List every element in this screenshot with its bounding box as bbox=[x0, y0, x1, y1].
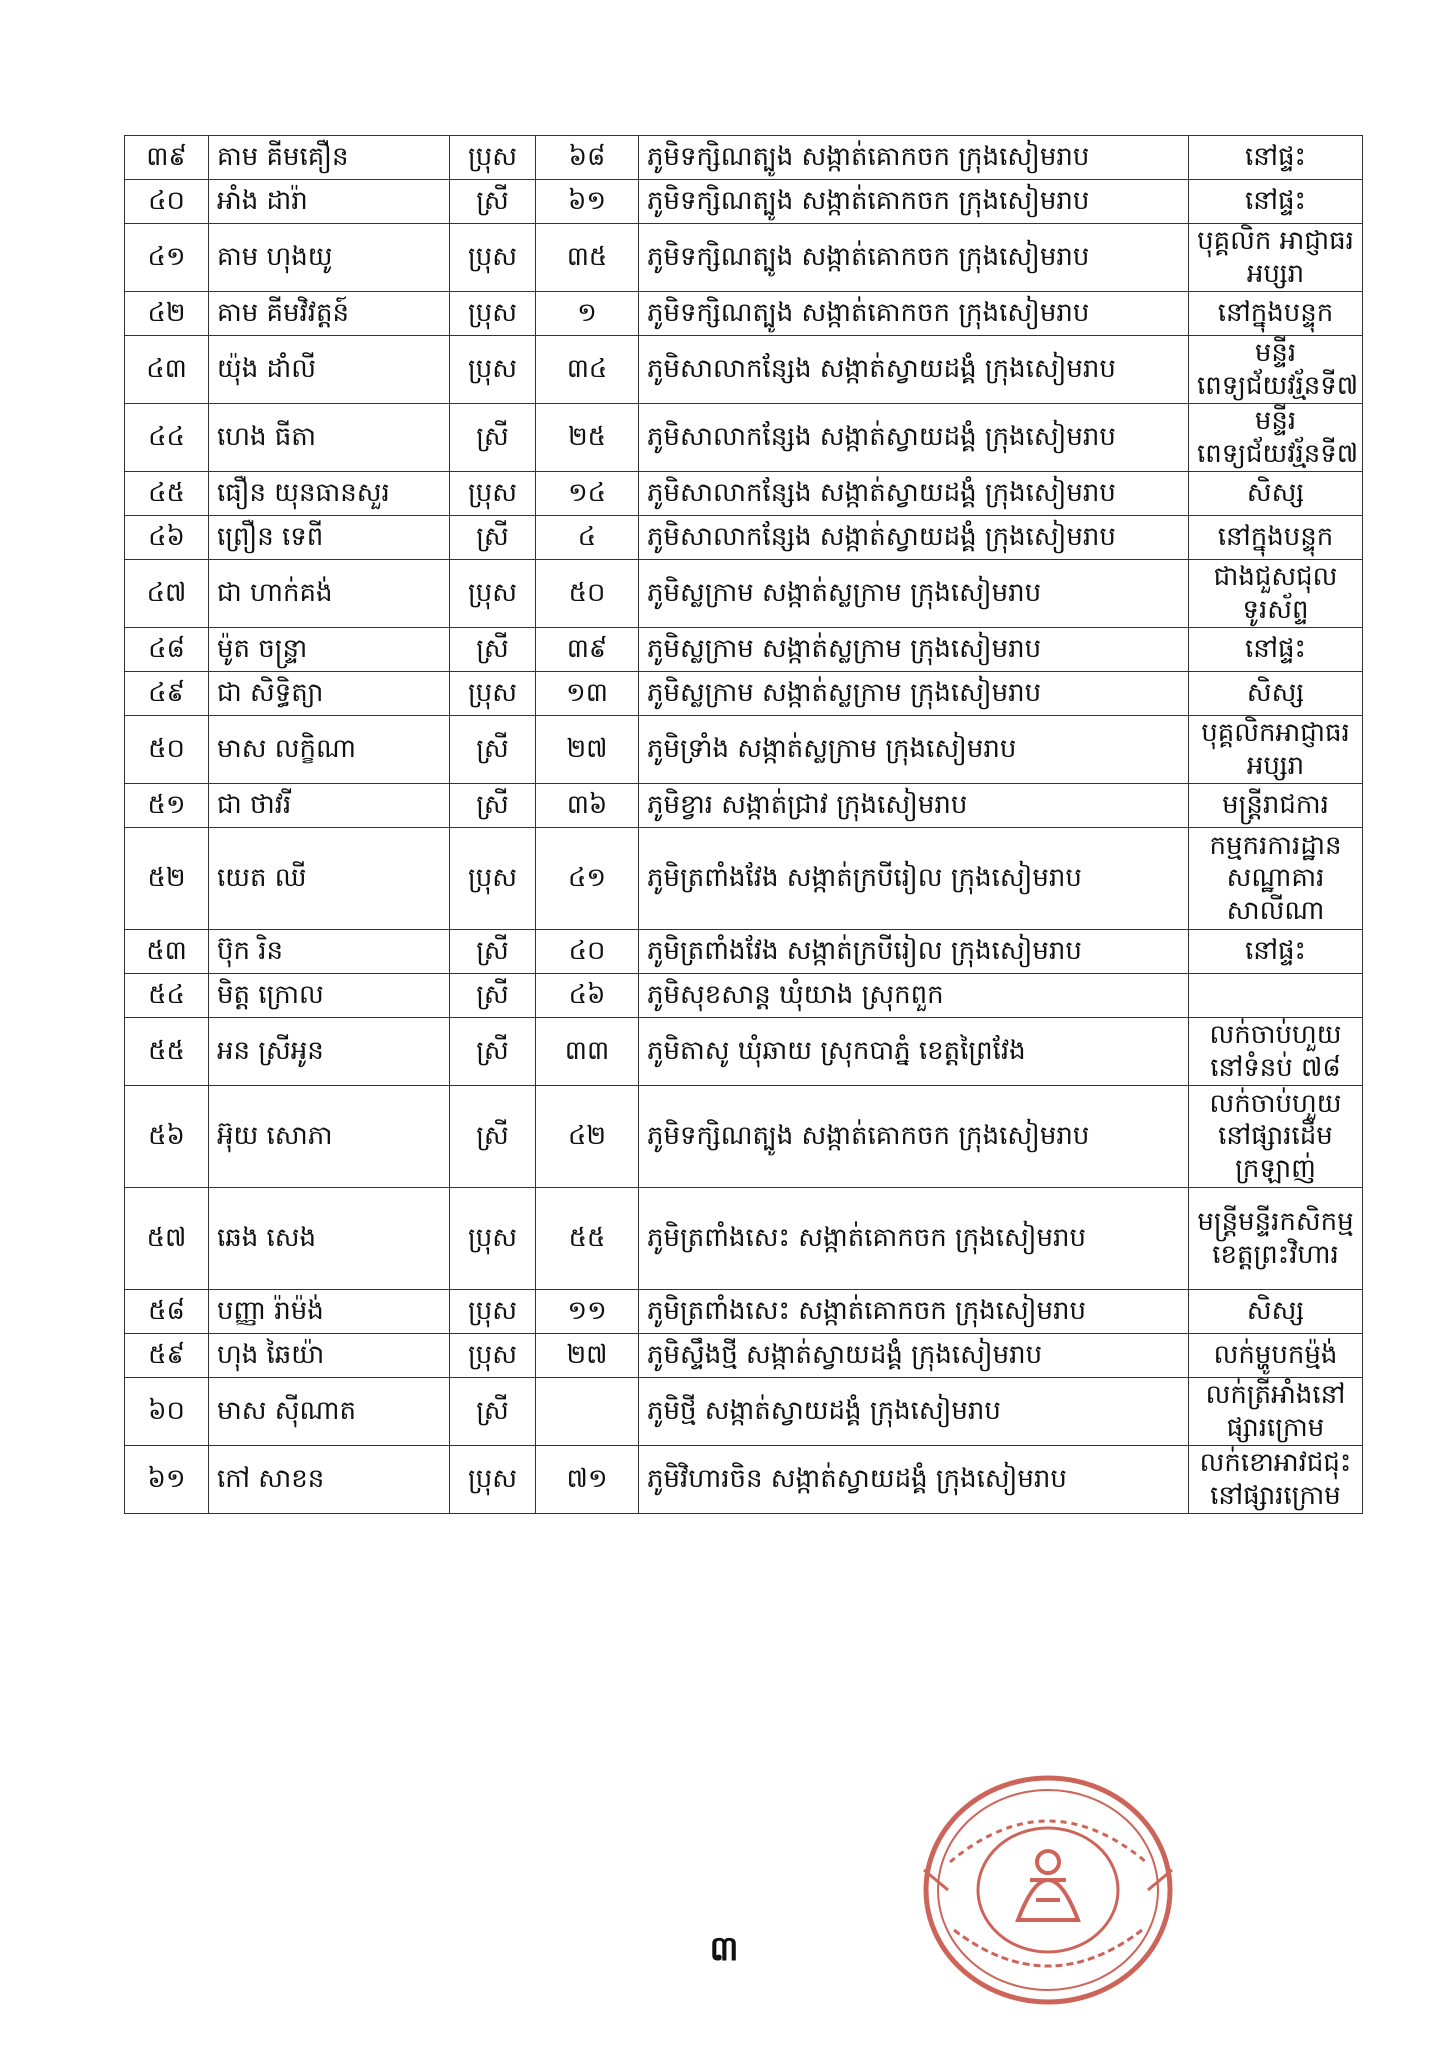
table-row bbox=[125, 628, 1363, 672]
occupation-note: ជាងជួសជុលទូរស័ព្ទ bbox=[1189, 560, 1363, 628]
age-cell: ១៣ bbox=[536, 672, 639, 716]
table-row bbox=[125, 930, 1363, 974]
sex-cell: ប្រុស bbox=[450, 224, 536, 292]
address-cell: ភូមិស្លក្រាម សង្កាត់ស្លក្រាម ក្រុងសៀមរាប bbox=[639, 672, 1189, 716]
sex-cell: ប្រុស bbox=[450, 1188, 536, 1290]
sex-cell: ប្រុស bbox=[450, 336, 536, 404]
address-cell: ភូមិសាលាកន្សែង សង្កាត់ស្វាយដង្គំ ក្រុងសៀមរាប bbox=[639, 336, 1189, 404]
person-name: មាស ស៊ីណាត bbox=[209, 1378, 450, 1446]
occupation-note: នៅផ្ទះ bbox=[1189, 930, 1363, 974]
occupation-note: មន្ត្រីមន្ទីរកសិកម្មខេត្តព្រះវិហារ bbox=[1189, 1188, 1363, 1290]
table-row bbox=[125, 1334, 1363, 1378]
sex-cell: ស្រី bbox=[450, 974, 536, 1018]
occupation-note: មន្ទីរពេទ្យជ័យវរ្ម័នទី៧ bbox=[1189, 336, 1363, 404]
occupation-note bbox=[1189, 974, 1363, 1018]
occupation-note: មន្ត្រីរាជការ bbox=[1189, 784, 1363, 828]
table-row bbox=[125, 472, 1363, 516]
sex-cell: ស្រី bbox=[450, 930, 536, 974]
age-cell: ៣៤ bbox=[536, 336, 639, 404]
table-row bbox=[125, 1378, 1363, 1446]
age-cell: ៥០ bbox=[536, 560, 639, 628]
address-cell: ភូមិខ្វារ សង្កាត់ជ្រាវ ក្រុងសៀមរាប bbox=[639, 784, 1189, 828]
address-cell: ភូមិទក្សិណត្បូង សង្កាត់គោកចក ក្រុងសៀមរាប bbox=[639, 292, 1189, 336]
official-seal-stamp bbox=[918, 1770, 1178, 2010]
row-number: ៤៨ bbox=[125, 628, 209, 672]
occupation-note: នៅក្នុងបន្ទុក bbox=[1189, 292, 1363, 336]
table-row bbox=[125, 136, 1363, 180]
sex-cell: ស្រី bbox=[450, 716, 536, 784]
sex-cell: ប្រុស bbox=[450, 1290, 536, 1334]
person-name: គាម គីមគឿន bbox=[209, 136, 450, 180]
address-cell: ភូមិទ្រាំង សង្កាត់ស្លក្រាម ក្រុងសៀមរាប bbox=[639, 716, 1189, 784]
row-number: ៥២ bbox=[125, 828, 209, 930]
row-number: ៥៩ bbox=[125, 1334, 209, 1378]
address-cell: ភូមិទក្សិណត្បូង សង្កាត់គោកចក ក្រុងសៀមរាប bbox=[639, 180, 1189, 224]
age-cell: ៣៦ bbox=[536, 784, 639, 828]
table-row bbox=[125, 336, 1363, 404]
person-name: ជា សិទ្ធិត្យា bbox=[209, 672, 450, 716]
roster-body bbox=[125, 136, 1363, 1514]
table-row bbox=[125, 1446, 1363, 1514]
person-name: គាម គីមវិវត្តន៍ bbox=[209, 292, 450, 336]
person-name: កៅ សាខន bbox=[209, 1446, 450, 1514]
row-number: ៦១ bbox=[125, 1446, 209, 1514]
row-number: ៥៥ bbox=[125, 1018, 209, 1086]
row-number: ៥៣ bbox=[125, 930, 209, 974]
sex-cell: ប្រុស bbox=[450, 560, 536, 628]
table-row bbox=[125, 784, 1363, 828]
row-number: ៥៧ bbox=[125, 1188, 209, 1290]
age-cell: ៤ bbox=[536, 516, 639, 560]
occupation-note: បុគ្គលិក អាជ្ញាធរអប្សរា bbox=[1189, 224, 1363, 292]
person-name: អាំង ដារ៉ា bbox=[209, 180, 450, 224]
person-name: បញ្ញា រ៉ាម៉ង់ bbox=[209, 1290, 450, 1334]
table-row bbox=[125, 516, 1363, 560]
occupation-note: នៅផ្ទះ bbox=[1189, 628, 1363, 672]
person-name: ហុង ឆៃយ៉ា bbox=[209, 1334, 450, 1378]
sex-cell: ស្រី bbox=[450, 1086, 536, 1188]
person-name: ជា ហាក់គង់ bbox=[209, 560, 450, 628]
address-cell: ភូមិត្រពាំងវែង សង្កាត់ក្របីរៀល ក្រុងសៀមរាប bbox=[639, 930, 1189, 974]
sex-cell: ស្រី bbox=[450, 404, 536, 472]
address-cell: ភូមិស្ទឹងថ្មី សង្កាត់ស្វាយដង្គំ ក្រុងសៀមរាប bbox=[639, 1334, 1189, 1378]
row-number: ៤៩ bbox=[125, 672, 209, 716]
address-cell: ភូមិត្រពាំងសេះ សង្កាត់គោកចក ក្រុងសៀមរាប bbox=[639, 1188, 1189, 1290]
age-cell: ២៥ bbox=[536, 404, 639, 472]
person-name: ព្រឿន ទេពី bbox=[209, 516, 450, 560]
occupation-note: លក់ចាប់ហួយ នៅទំនប់ ៧៨ bbox=[1189, 1018, 1363, 1086]
row-number: ៦០ bbox=[125, 1378, 209, 1446]
row-number: ៣៩ bbox=[125, 136, 209, 180]
table-row bbox=[125, 404, 1363, 472]
occupation-note: នៅក្នុងបន្ទុក bbox=[1189, 516, 1363, 560]
row-number: ៤១ bbox=[125, 224, 209, 292]
row-number: ៤៥ bbox=[125, 472, 209, 516]
address-cell: ភូមិត្រពាំងវែង សង្កាត់ក្របីរៀល ក្រុងសៀមរាប bbox=[639, 828, 1189, 930]
sex-cell: ប្រុស bbox=[450, 136, 536, 180]
address-cell: ភូមិទក្សិណត្បូង សង្កាត់គោកចក ក្រុងសៀមរាប bbox=[639, 136, 1189, 180]
table-row bbox=[125, 560, 1363, 628]
person-name: ជា ថាវរី bbox=[209, 784, 450, 828]
age-cell: ២៧ bbox=[536, 1334, 639, 1378]
sex-cell: ស្រី bbox=[450, 784, 536, 828]
person-name: អន ស្រីអូន bbox=[209, 1018, 450, 1086]
sex-cell: ប្រុស bbox=[450, 672, 536, 716]
row-number: ៥០ bbox=[125, 716, 209, 784]
table-row bbox=[125, 1018, 1363, 1086]
sex-cell: ប្រុស bbox=[450, 292, 536, 336]
address-cell: ភូមិថ្មី សង្កាត់ស្វាយដង្គំ ក្រុងសៀមរាប bbox=[639, 1378, 1189, 1446]
sex-cell: ប្រុស bbox=[450, 472, 536, 516]
table-row bbox=[125, 1290, 1363, 1334]
address-cell: ភូមិទក្សិណត្បូង សង្កាត់គោកចក ក្រុងសៀមរាប bbox=[639, 1086, 1189, 1188]
row-number: ៤៣ bbox=[125, 336, 209, 404]
address-cell: ភូមិទក្សិណត្បូង សង្កាត់គោកចក ក្រុងសៀមរាប bbox=[639, 224, 1189, 292]
age-cell: ១៤ bbox=[536, 472, 639, 516]
row-number: ៥៨ bbox=[125, 1290, 209, 1334]
table-row bbox=[125, 180, 1363, 224]
occupation-note: លក់ចាប់ហួយ នៅផ្សារដើមក្រឡាញ់ bbox=[1189, 1086, 1363, 1188]
person-name: មិត្ត ក្រោល bbox=[209, 974, 450, 1018]
sex-cell: ស្រី bbox=[450, 1378, 536, 1446]
sex-cell: ប្រុស bbox=[450, 1446, 536, 1514]
age-cell: ១១ bbox=[536, 1290, 639, 1334]
address-cell: ភូមិសាលាកន្សែង សង្កាត់ស្វាយដង្គំ ក្រុងសៀមរាប bbox=[639, 516, 1189, 560]
person-name: មាស លក្ខិណា bbox=[209, 716, 450, 784]
age-cell: ៤១ bbox=[536, 828, 639, 930]
row-number: ៤៧ bbox=[125, 560, 209, 628]
person-name: ហេង ធីតា bbox=[209, 404, 450, 472]
person-name: ធឿន យុនធានសួរ bbox=[209, 472, 450, 516]
table-row bbox=[125, 672, 1363, 716]
person-name: ម៉ូត ចន្ទ្រា bbox=[209, 628, 450, 672]
row-number: ៥១ bbox=[125, 784, 209, 828]
table-row bbox=[125, 1086, 1363, 1188]
sex-cell: ប្រុស bbox=[450, 1334, 536, 1378]
person-name: ឆេង សេង bbox=[209, 1188, 450, 1290]
occupation-note: សិស្ស bbox=[1189, 672, 1363, 716]
occupation-note: នៅផ្ទះ bbox=[1189, 180, 1363, 224]
occupation-note: កម្មករការដ្ឋានសណ្ឋាគារសាលីណា bbox=[1189, 828, 1363, 930]
age-cell: ៣៩ bbox=[536, 628, 639, 672]
address-cell: ភូមិតាសូ ឃុំឆាយ ស្រុកបាភ្នំ ខេត្តព្រៃវែង bbox=[639, 1018, 1189, 1086]
age-cell: ៦១ bbox=[536, 180, 639, 224]
occupation-note: លក់ខោអាវជជុះនៅផ្សារក្រោម bbox=[1189, 1446, 1363, 1514]
address-cell: ភូមិស្លក្រាម សង្កាត់ស្លក្រាម ក្រុងសៀមរាប bbox=[639, 560, 1189, 628]
occupation-note: លក់ត្រីអាំងនៅផ្សារក្រោម bbox=[1189, 1378, 1363, 1446]
address-cell: ភូមិសុខសាន្ត ឃុំយាង ស្រុកពួក bbox=[639, 974, 1189, 1018]
table-row bbox=[125, 292, 1363, 336]
age-cell: ១ bbox=[536, 292, 639, 336]
sex-cell: ស្រី bbox=[450, 1018, 536, 1086]
table-row bbox=[125, 716, 1363, 784]
person-name: អ៊ុយ សោភា bbox=[209, 1086, 450, 1188]
age-cell: ៤៦ bbox=[536, 974, 639, 1018]
occupation-note: បុគ្គលិកអាជ្ញាធរអប្សរា bbox=[1189, 716, 1363, 784]
address-cell: ភូមិស្លក្រាម សង្កាត់ស្លក្រាម ក្រុងសៀមរាប bbox=[639, 628, 1189, 672]
address-cell: ភូមិវិហារចិន សង្កាត់ស្វាយដង្គំ ក្រុងសៀមរាប bbox=[639, 1446, 1189, 1514]
age-cell: ៤២ bbox=[536, 1086, 639, 1188]
person-name: យ៉ុង ដាំលី bbox=[209, 336, 450, 404]
age-cell: ២៧ bbox=[536, 716, 639, 784]
row-number: ៥៤ bbox=[125, 974, 209, 1018]
table-row bbox=[125, 974, 1363, 1018]
occupation-note: សិស្ស bbox=[1189, 1290, 1363, 1334]
address-cell: ភូមិសាលាកន្សែង សង្កាត់ស្វាយដង្គំ ក្រុងសៀមរាប bbox=[639, 472, 1189, 516]
sex-cell: ប្រុស bbox=[450, 828, 536, 930]
age-cell bbox=[536, 1378, 639, 1446]
row-number: ៤២ bbox=[125, 292, 209, 336]
age-cell: ៦៨ bbox=[536, 136, 639, 180]
person-name: គាម ហុងយូ bbox=[209, 224, 450, 292]
age-cell: ៧១ bbox=[536, 1446, 639, 1514]
roster-table bbox=[124, 135, 1363, 1514]
occupation-note: នៅផ្ទះ bbox=[1189, 136, 1363, 180]
row-number: ៤៤ bbox=[125, 404, 209, 472]
row-number: ៤០ bbox=[125, 180, 209, 224]
occupation-note: សិស្ស bbox=[1189, 472, 1363, 516]
table-row bbox=[125, 828, 1363, 930]
row-number: ៤៦ bbox=[125, 516, 209, 560]
person-name: ប៊ុក រិន bbox=[209, 930, 450, 974]
age-cell: ៤០ bbox=[536, 930, 639, 974]
table-row bbox=[125, 224, 1363, 292]
sex-cell: ស្រី bbox=[450, 516, 536, 560]
sex-cell: ស្រី bbox=[450, 628, 536, 672]
page-number: ៣ bbox=[709, 1929, 739, 1969]
address-cell: ភូមិសាលាកន្សែង សង្កាត់ស្វាយដង្គំ ក្រុងសៀមរាប bbox=[639, 404, 1189, 472]
table-row bbox=[125, 1188, 1363, 1290]
age-cell: ៥៥ bbox=[536, 1188, 639, 1290]
occupation-note: មន្ទីរពេទ្យជ័យវរ្ម័នទី៧ bbox=[1189, 404, 1363, 472]
age-cell: ៣៣ bbox=[536, 1018, 639, 1086]
person-name: យេត ឈី bbox=[209, 828, 450, 930]
sex-cell: ស្រី bbox=[450, 180, 536, 224]
occupation-note: លក់ម្ហូបកម៉្ម៉ង់ bbox=[1189, 1334, 1363, 1378]
age-cell: ៣៥ bbox=[536, 224, 639, 292]
address-cell: ភូមិត្រពាំងសេះ សង្កាត់គោកចក ក្រុងសៀមរាប bbox=[639, 1290, 1189, 1334]
row-number: ៥៦ bbox=[125, 1086, 209, 1188]
